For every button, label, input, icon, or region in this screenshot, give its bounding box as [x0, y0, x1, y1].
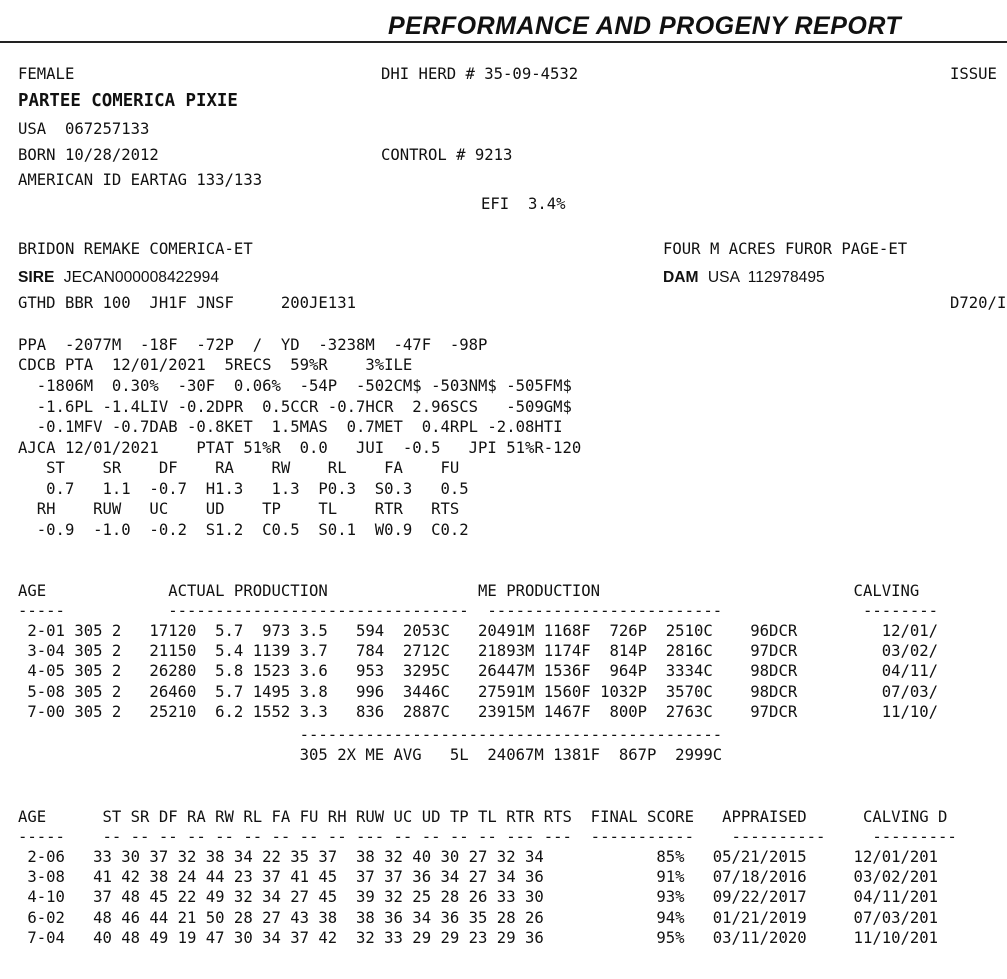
genetics-line: CDCB PTA 12/01/2021 5RECS 59%R 3%ILE — [18, 356, 413, 374]
sire-name: BRIDON REMAKE COMERICA-ET — [18, 240, 253, 258]
genetics-line: -1.6PL -1.4LIV -0.2DPR 0.5CCR -0.7HCR 2.96SCS -509GM$ — [18, 398, 572, 416]
birth-date: BORN 10/28/2012 — [18, 146, 159, 164]
genetics-line: RH RUW UC UD TP TL RTR RTS — [18, 500, 460, 518]
report-title: PERFORMANCE AND PROGENY REPORT — [388, 12, 902, 40]
production-header: AGE ACTUAL PRODUCTION ME PRODUCTION CALVING — [18, 582, 920, 600]
sire-label: SIRE — [18, 269, 55, 286]
production-row: 2-01 305 2 17120 5.7 973 3.5 594 2053C 20491M 1168F 726P 2510C 96DCR 12/01/ — [18, 622, 939, 640]
herd-number: DHI HERD # 35-09-4532 — [381, 65, 579, 83]
title-rule — [0, 41, 1007, 43]
sire-line — [18, 270, 219, 286]
control-number: CONTROL # 9213 — [381, 146, 513, 164]
genetics-line: AJCA 12/01/2021 PTAT 51%R 0.0 JUI -0.5 JPI 51%R-120 — [18, 439, 582, 457]
genetics-line: -0.9 -1.0 -0.2 S1.2 C0.5 S0.1 W0.9 C0.2 — [18, 521, 469, 539]
d720-code: D720/I — [950, 294, 1007, 312]
classification-header: AGE ST SR DF RA RW RL FA FU RH RUW UC UD TP TL RTR RTS FINAL SCORE APPRAISED CALVING D — [18, 808, 948, 826]
registration-number: USA 067257133 — [18, 120, 150, 138]
gthd-line: GTHD BBR 100 JH1F JNSF 200JE131 — [18, 294, 356, 312]
genetics-line: -1806M 0.30% -30F 0.06% -54P -502CM$ -503NM$ -505FM$ — [18, 377, 572, 395]
sire-id: JECAN000008422994 — [63, 269, 219, 286]
production-row: 4-05 305 2 26280 5.8 1523 3.6 953 3295C 26447M 1536F 964P 3334C 98DCR 04/11/ — [18, 662, 939, 680]
sex-label: FEMALE — [18, 65, 75, 83]
dam-name: FOUR M ACRES FUROR PAGE-ET — [663, 240, 908, 258]
production-avg-rule: --------------------------------------------- — [18, 726, 723, 744]
classification-row: 6-02 48 46 44 21 50 28 27 43 38 38 36 34 36 35 28 26 94% 01/21/2019 07/03/201 — [18, 909, 939, 927]
classification-row: 3-08 41 42 38 24 44 23 37 41 45 37 37 36 34 27 34 36 91% 07/18/2016 03/02/201 — [18, 868, 939, 886]
dam-label: DAM — [663, 269, 699, 286]
genetics-line: PPA -2077M -18F -72P / YD -3238M -47F -98P — [18, 336, 488, 354]
genetics-line: -0.1MFV -0.7DAB -0.8KET 1.5MAS 0.7MET 0.4RPL -2.08HTI — [18, 418, 563, 436]
efi-value: EFI 3.4% — [481, 195, 566, 213]
issue-label: ISSUE — [950, 65, 997, 83]
american-id: AMERICAN ID EARTAG 133/133 — [18, 171, 263, 189]
genetics-line: 0.7 1.1 -0.7 H1.3 1.3 P0.3 S0.3 0.5 — [18, 480, 469, 498]
dam-line — [663, 270, 825, 286]
production-row: 5-08 305 2 26460 5.7 1495 3.8 996 3446C 27591M 1560F 1032P 3570C 98DCR 07/03/ — [18, 683, 939, 701]
production-row: 3-04 305 2 21150 5.4 1139 3.7 784 2712C 21893M 1174F 814P 2816C 97DCR 03/02/ — [18, 642, 939, 660]
genetics-line: ST SR DF RA RW RL FA FU — [18, 459, 460, 477]
classification-row: 7-04 40 48 49 19 47 30 34 37 42 32 33 29 29 23 29 36 95% 03/11/2020 11/10/201 — [18, 929, 939, 947]
animal-name: PARTEE COMERICA PIXIE — [18, 91, 238, 111]
classification-row: 2-06 33 30 37 32 38 34 22 35 37 38 32 40 30 27 32 34 85% 05/21/2015 12/01/201 — [18, 848, 939, 866]
production-dashes: ----- -------------------------------- ------------------------- -------- — [18, 602, 939, 620]
production-row: 7-00 305 2 25210 6.2 1552 3.3 836 2887C 23915M 1467F 800P 2763C 97DCR 11/10/ — [18, 703, 939, 721]
production-avg: 305 2X ME AVG 5L 24067M 1381F 867P 2999C — [18, 746, 723, 764]
classification-row: 4-10 37 48 45 22 49 32 34 27 45 39 32 25 28 26 33 30 93% 09/22/2017 04/11/201 — [18, 888, 939, 906]
classification-dashes: ----- -- -- -- -- -- -- -- -- -- --- -- -- -- -- --- --- ----------- ---------- --------- — [18, 828, 957, 846]
dam-id: USA 112978495 — [707, 269, 825, 286]
